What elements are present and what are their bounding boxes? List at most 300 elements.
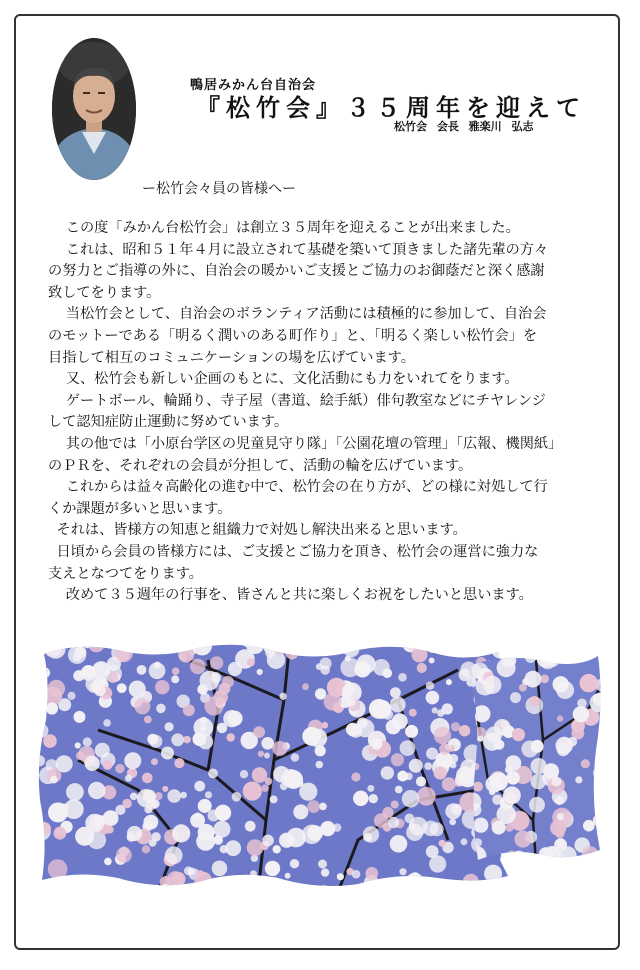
blossom-mark (316, 761, 324, 769)
blossom-mark (75, 742, 81, 748)
author-portrait (52, 38, 136, 180)
blossom-mark (125, 775, 132, 782)
blossom-mark (222, 676, 234, 688)
blossom-mark (540, 675, 549, 684)
blossom-mark (234, 876, 253, 892)
blossom-mark (510, 692, 521, 703)
blossom-mark (573, 706, 589, 722)
blossom-mark (337, 873, 344, 880)
blossom-mark (180, 792, 187, 799)
blossom-mark (227, 711, 242, 726)
blossom-mark (439, 743, 450, 754)
blossom-mark (322, 722, 329, 729)
blossom-mark (264, 641, 278, 655)
blossom-mark (286, 647, 298, 659)
blossom-mark (426, 682, 434, 690)
blossom-mark (525, 652, 536, 663)
blossom-mark (210, 656, 223, 669)
blossom-mark (539, 847, 553, 861)
blossom-mark (193, 732, 207, 746)
blossom-mark (137, 665, 147, 675)
blossom-mark (406, 873, 424, 891)
blossom-mark (486, 640, 498, 648)
blossom-mark (95, 743, 110, 758)
blossom-mark (116, 847, 132, 863)
blossom-mark (117, 683, 127, 693)
blossom-mark (557, 715, 563, 721)
blossom-mark (272, 741, 287, 756)
blossom-mark (194, 781, 205, 792)
blossom-mark (405, 725, 418, 738)
blossom-mark (429, 855, 446, 872)
blossom-mark (318, 860, 327, 869)
blossom-mark (50, 776, 58, 784)
blossom-mark (366, 640, 375, 648)
blossom-mark (417, 787, 436, 806)
blossom-mark (510, 851, 528, 869)
blossom-mark (390, 697, 406, 713)
blossom-mark (554, 838, 567, 851)
body-line: 当松竹会として、自治会のボランティア活動には積極的に参加して、自治会 (65, 306, 547, 323)
body-line: 又、松竹会も新しい企画のもとに、文化活動にも力をいれてをります。 (65, 371, 519, 388)
blossom-mark (416, 776, 426, 786)
blossom-mark (445, 803, 461, 819)
blossom-mark (130, 793, 138, 801)
blossom-mark (491, 640, 510, 659)
blossom-mark (398, 673, 407, 682)
blossom-mark (442, 777, 456, 791)
blossom-mark (183, 736, 191, 744)
blossom-mark (460, 759, 477, 776)
person-icon (52, 38, 136, 180)
blossom-mark (270, 795, 278, 803)
blossom-mark (66, 886, 72, 892)
blossom-mark (74, 711, 86, 723)
blossom-mark (228, 662, 242, 676)
blossom-mark (353, 791, 368, 806)
body-line: 其の他では「小原台学区の児童見守り隊」「公園花壇の管理」「広報、機関紙」 (65, 435, 563, 452)
letter-body (48, 218, 593, 607)
blossom-mark (274, 643, 285, 654)
body-line: 改めて３５週年の行事を、皆さんと共に楽しくお祝をしたいと思います。 (65, 587, 533, 604)
blossom-mark (451, 722, 460, 731)
blossom-mark (208, 810, 220, 822)
blossom-mark (319, 803, 327, 811)
blossom-mark (143, 815, 158, 830)
blossom-mark (343, 640, 349, 645)
blossom-mark (243, 782, 262, 801)
blossom-mark (494, 640, 501, 645)
blossom-mark (463, 874, 479, 890)
blossom-mark (550, 644, 558, 652)
blossom-mark (103, 760, 113, 770)
blossom-mark (593, 767, 604, 780)
blossom-mark (432, 707, 438, 713)
blossom-mark (529, 797, 545, 813)
blossom-mark (127, 833, 136, 842)
blossom-mark (409, 822, 416, 829)
body-line: 致してをります。 (48, 284, 161, 301)
cherry-blossom-photo (38, 640, 604, 892)
blossom-mark (596, 775, 604, 785)
blossom-mark (205, 791, 212, 798)
blossom-mark (320, 821, 335, 836)
greeting-line: ー松竹会々員の皆様へー (142, 181, 296, 197)
blossom-mark (151, 758, 158, 765)
blossom-mark (46, 702, 58, 714)
blossom-mark (122, 799, 132, 809)
blossom-mark (167, 789, 181, 803)
blossom-mark (351, 772, 360, 781)
blossom-mark (243, 640, 249, 646)
blossom-mark (66, 783, 84, 801)
blossom-mark (377, 879, 390, 892)
blossom-mark (400, 740, 416, 756)
blossom-mark (556, 737, 573, 754)
blossom-mark (324, 693, 342, 711)
blossom-mark (161, 884, 169, 892)
blossom-mark (44, 887, 50, 892)
blossom-mark (446, 679, 452, 685)
blossom-mark (279, 880, 289, 890)
blossom-mark (483, 676, 501, 694)
blossom-mark (108, 640, 123, 648)
blossom-mark (214, 690, 228, 704)
blossom-mark (307, 800, 320, 813)
blossom-mark (56, 755, 73, 772)
blossom-mark (383, 709, 394, 720)
blossom-mark (144, 716, 152, 724)
blossom-mark (279, 833, 294, 848)
blossom-mark (103, 882, 110, 889)
blossom-mark (450, 762, 457, 769)
blossom-mark (439, 840, 446, 847)
blossom-mark (293, 641, 304, 652)
blossom-mark (581, 759, 590, 768)
blossom-mark (506, 755, 522, 771)
blossom-mark (83, 737, 92, 746)
blossom-mark (261, 785, 268, 792)
blossom-mark (190, 659, 206, 675)
body-line: これからは益々高齢化の進む中で、松竹会の在り方が、どの様に対処して行 (65, 479, 548, 496)
blossom-mark (581, 881, 589, 889)
blossom-mark (61, 804, 69, 812)
blossom-mark (343, 641, 359, 657)
body-line: これは、昭和５１年４月に設立されて基礎を築いて頂きました諸先輩の方々 (65, 241, 549, 258)
blossom-mark (429, 658, 435, 664)
blossom-mark (172, 824, 190, 842)
blossom-mark (473, 818, 488, 833)
blossom-mark (40, 668, 51, 679)
blossom-mark (247, 658, 255, 666)
body-line: のモットーである「明るく潤いのある町作り」と、「明るく楽しい松竹会」を (48, 327, 538, 344)
blossom-mark (489, 789, 496, 796)
blossom-mark (108, 672, 119, 683)
blossom-mark (274, 886, 280, 892)
blossom-mark (409, 709, 417, 717)
author-credit: 松竹会 会長 雅楽川 弘志 (394, 120, 534, 133)
blossom-mark (271, 877, 279, 885)
blossom-mark (545, 857, 564, 876)
blossom-mark (468, 767, 474, 773)
blossom-mark (149, 839, 157, 847)
body-line: くか課題が多いと思います。 (48, 500, 232, 517)
blossom-mark (369, 794, 378, 803)
blossom-mark (142, 773, 153, 784)
blossom-mark (178, 647, 194, 663)
blossom-mark (280, 782, 288, 790)
blossom-mark (142, 845, 150, 853)
blossom-mark (247, 839, 264, 856)
body-line: して認知症防止運動に努めています。 (48, 414, 289, 431)
blossom-mark (83, 640, 91, 648)
blossom-mark (505, 824, 513, 832)
blossom-mark (467, 640, 485, 657)
blossom-mark (519, 684, 527, 692)
blossom-mark (367, 785, 374, 792)
body-line: この度「みかん台松竹会」は創立３５周年を迎えることが出来ました。 (65, 220, 520, 236)
blossom-mark (521, 741, 538, 758)
blossom-mark (320, 658, 332, 670)
blossom-mark (240, 770, 248, 778)
blossom-mark (188, 867, 196, 875)
blossom-mark (104, 858, 112, 866)
blossom-mark (477, 735, 483, 741)
blossom-mark (162, 786, 168, 792)
blossom-mark (357, 718, 368, 729)
blossom-mark (257, 669, 263, 675)
blossom-mark (504, 878, 523, 892)
blossom-mark (503, 786, 521, 804)
blossom-mark (165, 640, 177, 646)
blossom-mark (245, 885, 253, 892)
blossom-mark (147, 734, 158, 745)
blossom-mark (507, 851, 517, 861)
blossom-mark (258, 751, 264, 757)
blossom-mark (395, 877, 410, 892)
blossom-mark (190, 813, 205, 828)
blossom-mark (492, 821, 506, 835)
blossom-mark (531, 774, 546, 789)
blossom-mark (555, 829, 564, 838)
blossom-mark (265, 861, 280, 876)
blossom-mark (139, 640, 154, 649)
blossom-mark (212, 861, 228, 877)
blossom-mark (165, 722, 174, 731)
blossom-mark (293, 804, 308, 819)
blossom-mark (467, 640, 484, 651)
blossom-mark (85, 675, 102, 692)
blossom-mark (260, 640, 268, 647)
blossom-mark (253, 726, 265, 738)
body-line: 日頃から会員の皆様方には、ご支援とご協力を頂き、松竹会の運営に強力な (56, 543, 539, 560)
blossom-mark (583, 820, 595, 832)
blossom-mark (232, 792, 242, 802)
blossom-mark (492, 795, 502, 805)
blossom-mark (555, 796, 564, 805)
blossom-mark (373, 659, 390, 676)
blossom-mark (161, 747, 174, 760)
blossom-mark (525, 671, 542, 688)
blossom-mark (262, 835, 274, 847)
blossom-mark (200, 671, 220, 691)
blossom-mark (390, 835, 408, 853)
body-line: 支えとなつてをります。 (48, 565, 203, 582)
blossom-mark (424, 762, 432, 770)
blossom-mark (55, 827, 65, 837)
blossom-mark (264, 753, 270, 759)
blossom-mark (506, 771, 520, 785)
blossom-mark (67, 692, 75, 700)
blossom-mark (386, 882, 399, 892)
blossom-mark (245, 821, 256, 832)
blossom-mark (529, 869, 543, 883)
blossom-mark (171, 675, 179, 683)
blossom-mark (290, 859, 299, 868)
blossom-mark (227, 733, 235, 741)
blossom-mark (411, 646, 427, 662)
blossom-mark (427, 642, 438, 653)
blossom-mark (48, 859, 68, 879)
blossom-mark (395, 786, 403, 794)
blossom-mark (508, 881, 525, 892)
blossom-mark (194, 872, 212, 890)
blossom-mark (484, 865, 502, 883)
blossom-mark (183, 704, 195, 716)
blossom-mark (426, 845, 439, 858)
blossom-mark (504, 640, 510, 646)
blossom-mark (347, 698, 356, 707)
blossom-mark (208, 769, 218, 779)
blossom-mark (103, 825, 112, 834)
blossom-mark (473, 782, 483, 792)
blossom-mark (261, 737, 274, 750)
blossom-mark (80, 876, 96, 892)
blossom-mark (409, 759, 423, 773)
blossom-mark (502, 653, 517, 668)
blossom-mark (299, 783, 317, 801)
blossom-mark (85, 814, 104, 833)
blossom-mark (287, 882, 294, 889)
blossom-mark (543, 650, 561, 668)
blossom-mark (374, 813, 389, 828)
blossom-mark (390, 687, 401, 698)
blossom-mark (514, 831, 531, 848)
blossom-mark (392, 713, 408, 729)
blossom-mark (124, 752, 141, 769)
blossom-mark (551, 777, 561, 787)
blossom-mark (38, 822, 51, 835)
blossom-mark (196, 832, 215, 851)
body-line: ゲートボール、輪踊り、寺子屋（書道、絵手紙）俳句教室などにチヤレンジ (65, 392, 546, 409)
blossom-mark (155, 680, 169, 694)
blossom-mark (143, 790, 156, 803)
blossom-mark (321, 868, 329, 876)
organization-name: 鴨居みかん台自治会 (190, 78, 317, 93)
blossom-mark (68, 646, 86, 664)
blossom-mark (272, 886, 283, 892)
blossom-mark (309, 729, 328, 748)
blossom-mark (85, 756, 100, 771)
blossom-mark (580, 674, 598, 692)
blossom-mark (115, 644, 133, 662)
blossom-mark (156, 704, 166, 714)
blossom-mark (449, 819, 456, 826)
blossom-mark (214, 821, 231, 838)
blossom-mark (273, 766, 290, 783)
blossom-mark (103, 719, 111, 727)
blossom-mark (391, 753, 404, 766)
blossom-mark (557, 813, 564, 820)
blossom-mark (217, 723, 227, 733)
body-line: の努力とご指導の外に、自治会の暖かいご支援とご協力のお御蔭だと深く感謝 (48, 263, 545, 280)
blossom-mark (575, 648, 585, 658)
blossom-mark (285, 873, 291, 879)
blossom-mark (391, 801, 399, 809)
cherry-blossom-icon (38, 640, 604, 892)
blossom-mark (434, 766, 447, 779)
blossom-mark (529, 696, 539, 706)
blossom-mark (507, 641, 519, 653)
blossom-mark (76, 751, 85, 760)
blossom-mark (250, 870, 257, 877)
blossom-mark (134, 698, 150, 714)
blossom-mark (38, 714, 44, 724)
blossom-mark (243, 877, 252, 886)
blossom-mark (149, 662, 166, 679)
body-line: のＰＲを、それぞれの会員が分担して、活動の輪を広げています。 (48, 457, 473, 474)
blossom-mark (43, 734, 57, 748)
blossom-mark (582, 846, 599, 863)
blossom-mark (363, 833, 372, 842)
blossom-mark (461, 838, 468, 845)
blossom-mark (313, 640, 328, 654)
blossom-mark (402, 790, 420, 808)
blossom-mark (129, 681, 146, 698)
blossom-mark (486, 726, 502, 742)
blossom-mark (381, 766, 394, 779)
blossom-mark (198, 799, 212, 813)
blossom-mark (371, 738, 382, 749)
blossom-mark (174, 758, 184, 768)
blossom-mark (417, 663, 427, 673)
blossom-mark (252, 767, 267, 782)
blossom-mark (575, 776, 582, 783)
blossom-mark (512, 728, 525, 741)
blossom-mark (88, 782, 105, 799)
blossom-mark (356, 654, 375, 673)
blossom-mark (225, 840, 241, 856)
blossom-mark (352, 870, 361, 879)
blossom-mark (165, 846, 183, 864)
blossom-mark (365, 867, 378, 880)
blossom-mark (581, 873, 590, 882)
blossom-mark (171, 733, 184, 746)
body-line: それは、皆様方の知恵と組織力で対処し解決出来ると思います。 (56, 522, 467, 539)
blossom-mark (399, 868, 406, 875)
blossom-mark (556, 681, 574, 699)
blossom-mark (273, 845, 281, 853)
blossom-mark (279, 693, 286, 700)
blossom-mark (437, 709, 445, 717)
blossom-mark (388, 817, 399, 828)
blossom-mark (160, 876, 172, 888)
blossom-mark (397, 771, 408, 782)
blossom-mark (531, 758, 547, 774)
blossom-mark (404, 886, 412, 892)
blossom-mark (115, 764, 124, 773)
blossom-mark (172, 667, 180, 675)
